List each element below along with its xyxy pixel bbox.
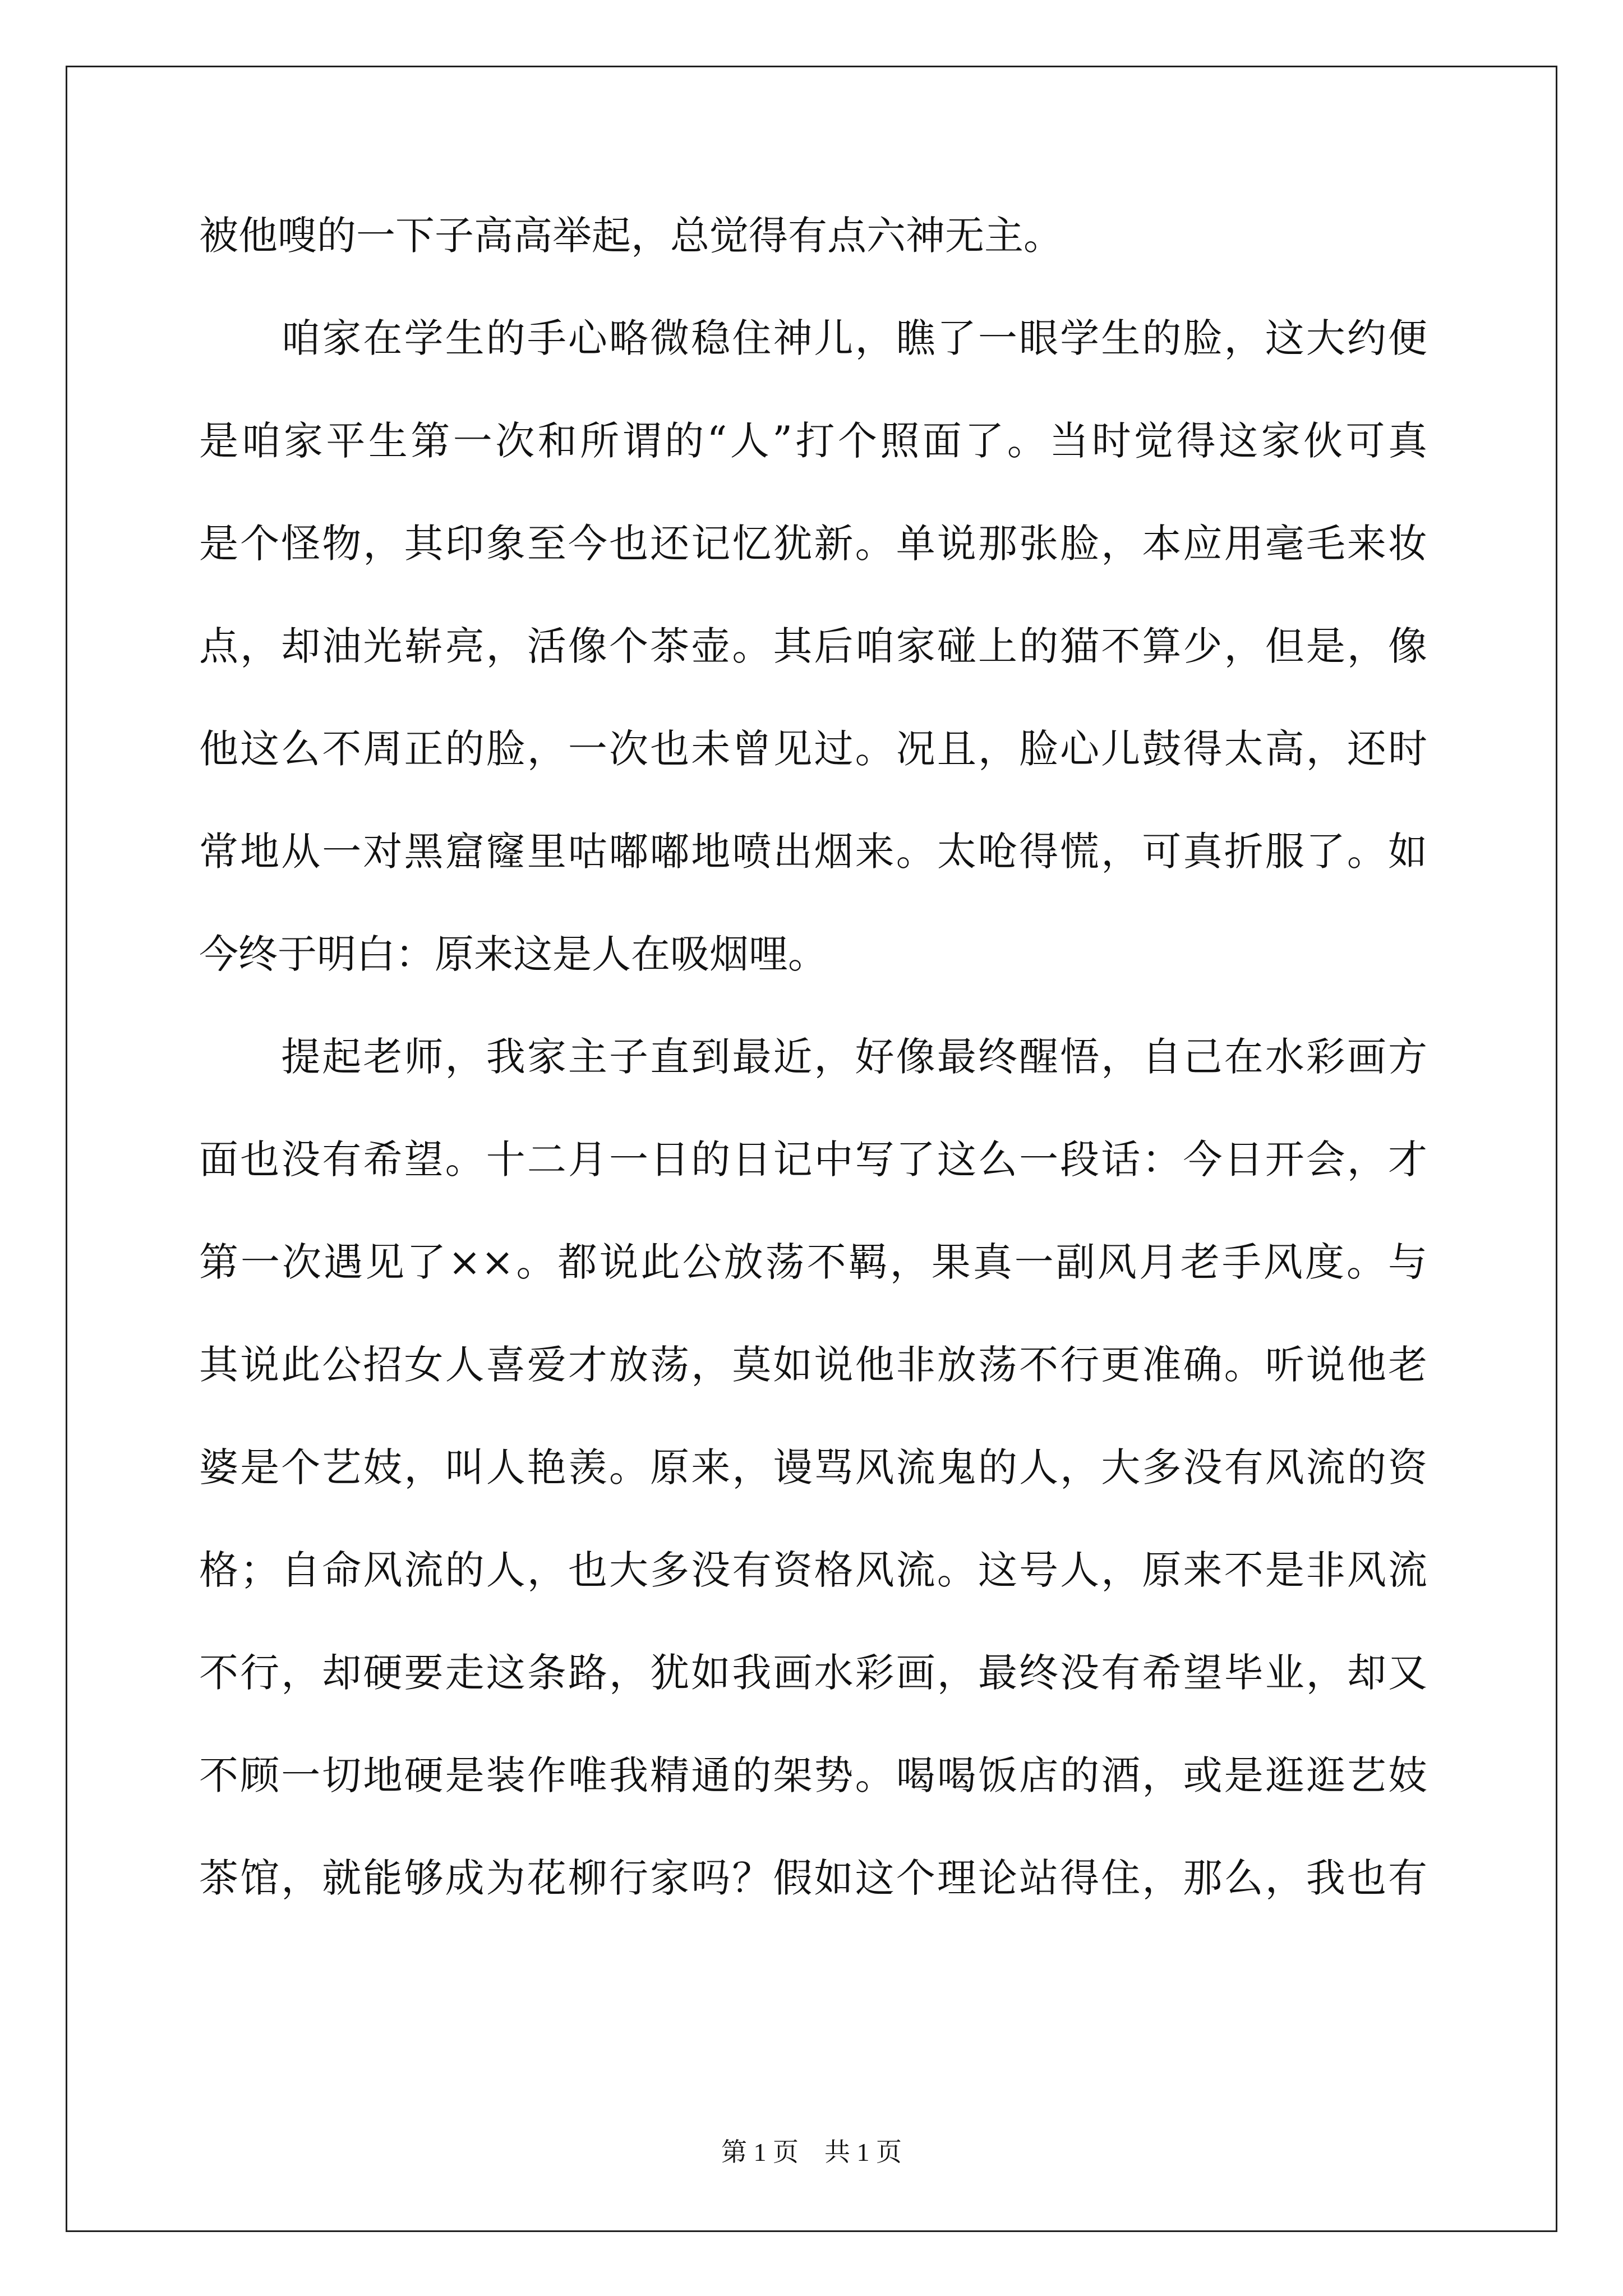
text-line: 不顾一切地硬是装作唯我精通的架势。喝喝饭店的酒，或是逛逛艺妓 bbox=[199, 1752, 1427, 1798]
text-line: 咱家在学生的手心略微稳住神儿，瞧了一眼学生的脸，这大约便 bbox=[199, 315, 1427, 361]
text-line: 其说此公招女人喜爱才放荡，莫如说他非放荡不行更准确。听说他老 bbox=[199, 1342, 1427, 1388]
document-body bbox=[199, 208, 1427, 1953]
text-line: 不行，却硬要走这条路，犹如我画水彩画，最终没有希望毕业，却又 bbox=[199, 1650, 1427, 1696]
text-line: 常地从一对黑窟窿里咕嘟嘟地喷出烟来。太呛得慌，可真折服了。如 bbox=[199, 829, 1427, 875]
text-line: 茶馆，就能够成为花柳行家吗？假如这个理论站得住，那么，我也有 bbox=[199, 1855, 1427, 1901]
text-line: 婆是个艺妓，叫人艳羡。原来，谩骂风流鬼的人，大多没有风流的资 bbox=[199, 1444, 1427, 1490]
text-line: 是个怪物，其印象至今也还记忆犹新。单说那张脸，本应用毫毛来妆 bbox=[199, 521, 1427, 567]
text-line: 面也没有希望。十二月一日的日记中写了这么一段话：今日开会，才 bbox=[199, 1137, 1427, 1182]
text-line: 被他嗖的一下子高高举起，总觉得有点六神无主。 bbox=[199, 213, 1063, 259]
text-line: 提起老师，我家主子直到最近，好像最终醒悟，自己在水彩画方 bbox=[199, 1034, 1427, 1080]
text-line: 他这么不周正的脸，一次也未曾见过。况且，脸心儿鼓得太高，还时 bbox=[199, 726, 1427, 772]
text-line: 第一次遇见了××。都说此公放荡不羁，果真一副风月老手风度。与 bbox=[199, 1239, 1427, 1285]
text-line: 点，却油光崭亮，活像个茶壶。其后咱家碰上的猫不算少，但是，像 bbox=[199, 623, 1427, 669]
text-line: 格；自命风流的人，也大多没有资格风流。这号人，原来不是非风流 bbox=[199, 1547, 1427, 1593]
text-line: 是咱家平生第一次和所谓的“人”打个照面了。当时觉得这家伙可真 bbox=[199, 418, 1427, 464]
page-footer: 第 1 页 共 1 页 bbox=[721, 2138, 902, 2166]
text-line: 今终于明白：原来这是人在吸烟哩。 bbox=[199, 931, 827, 977]
